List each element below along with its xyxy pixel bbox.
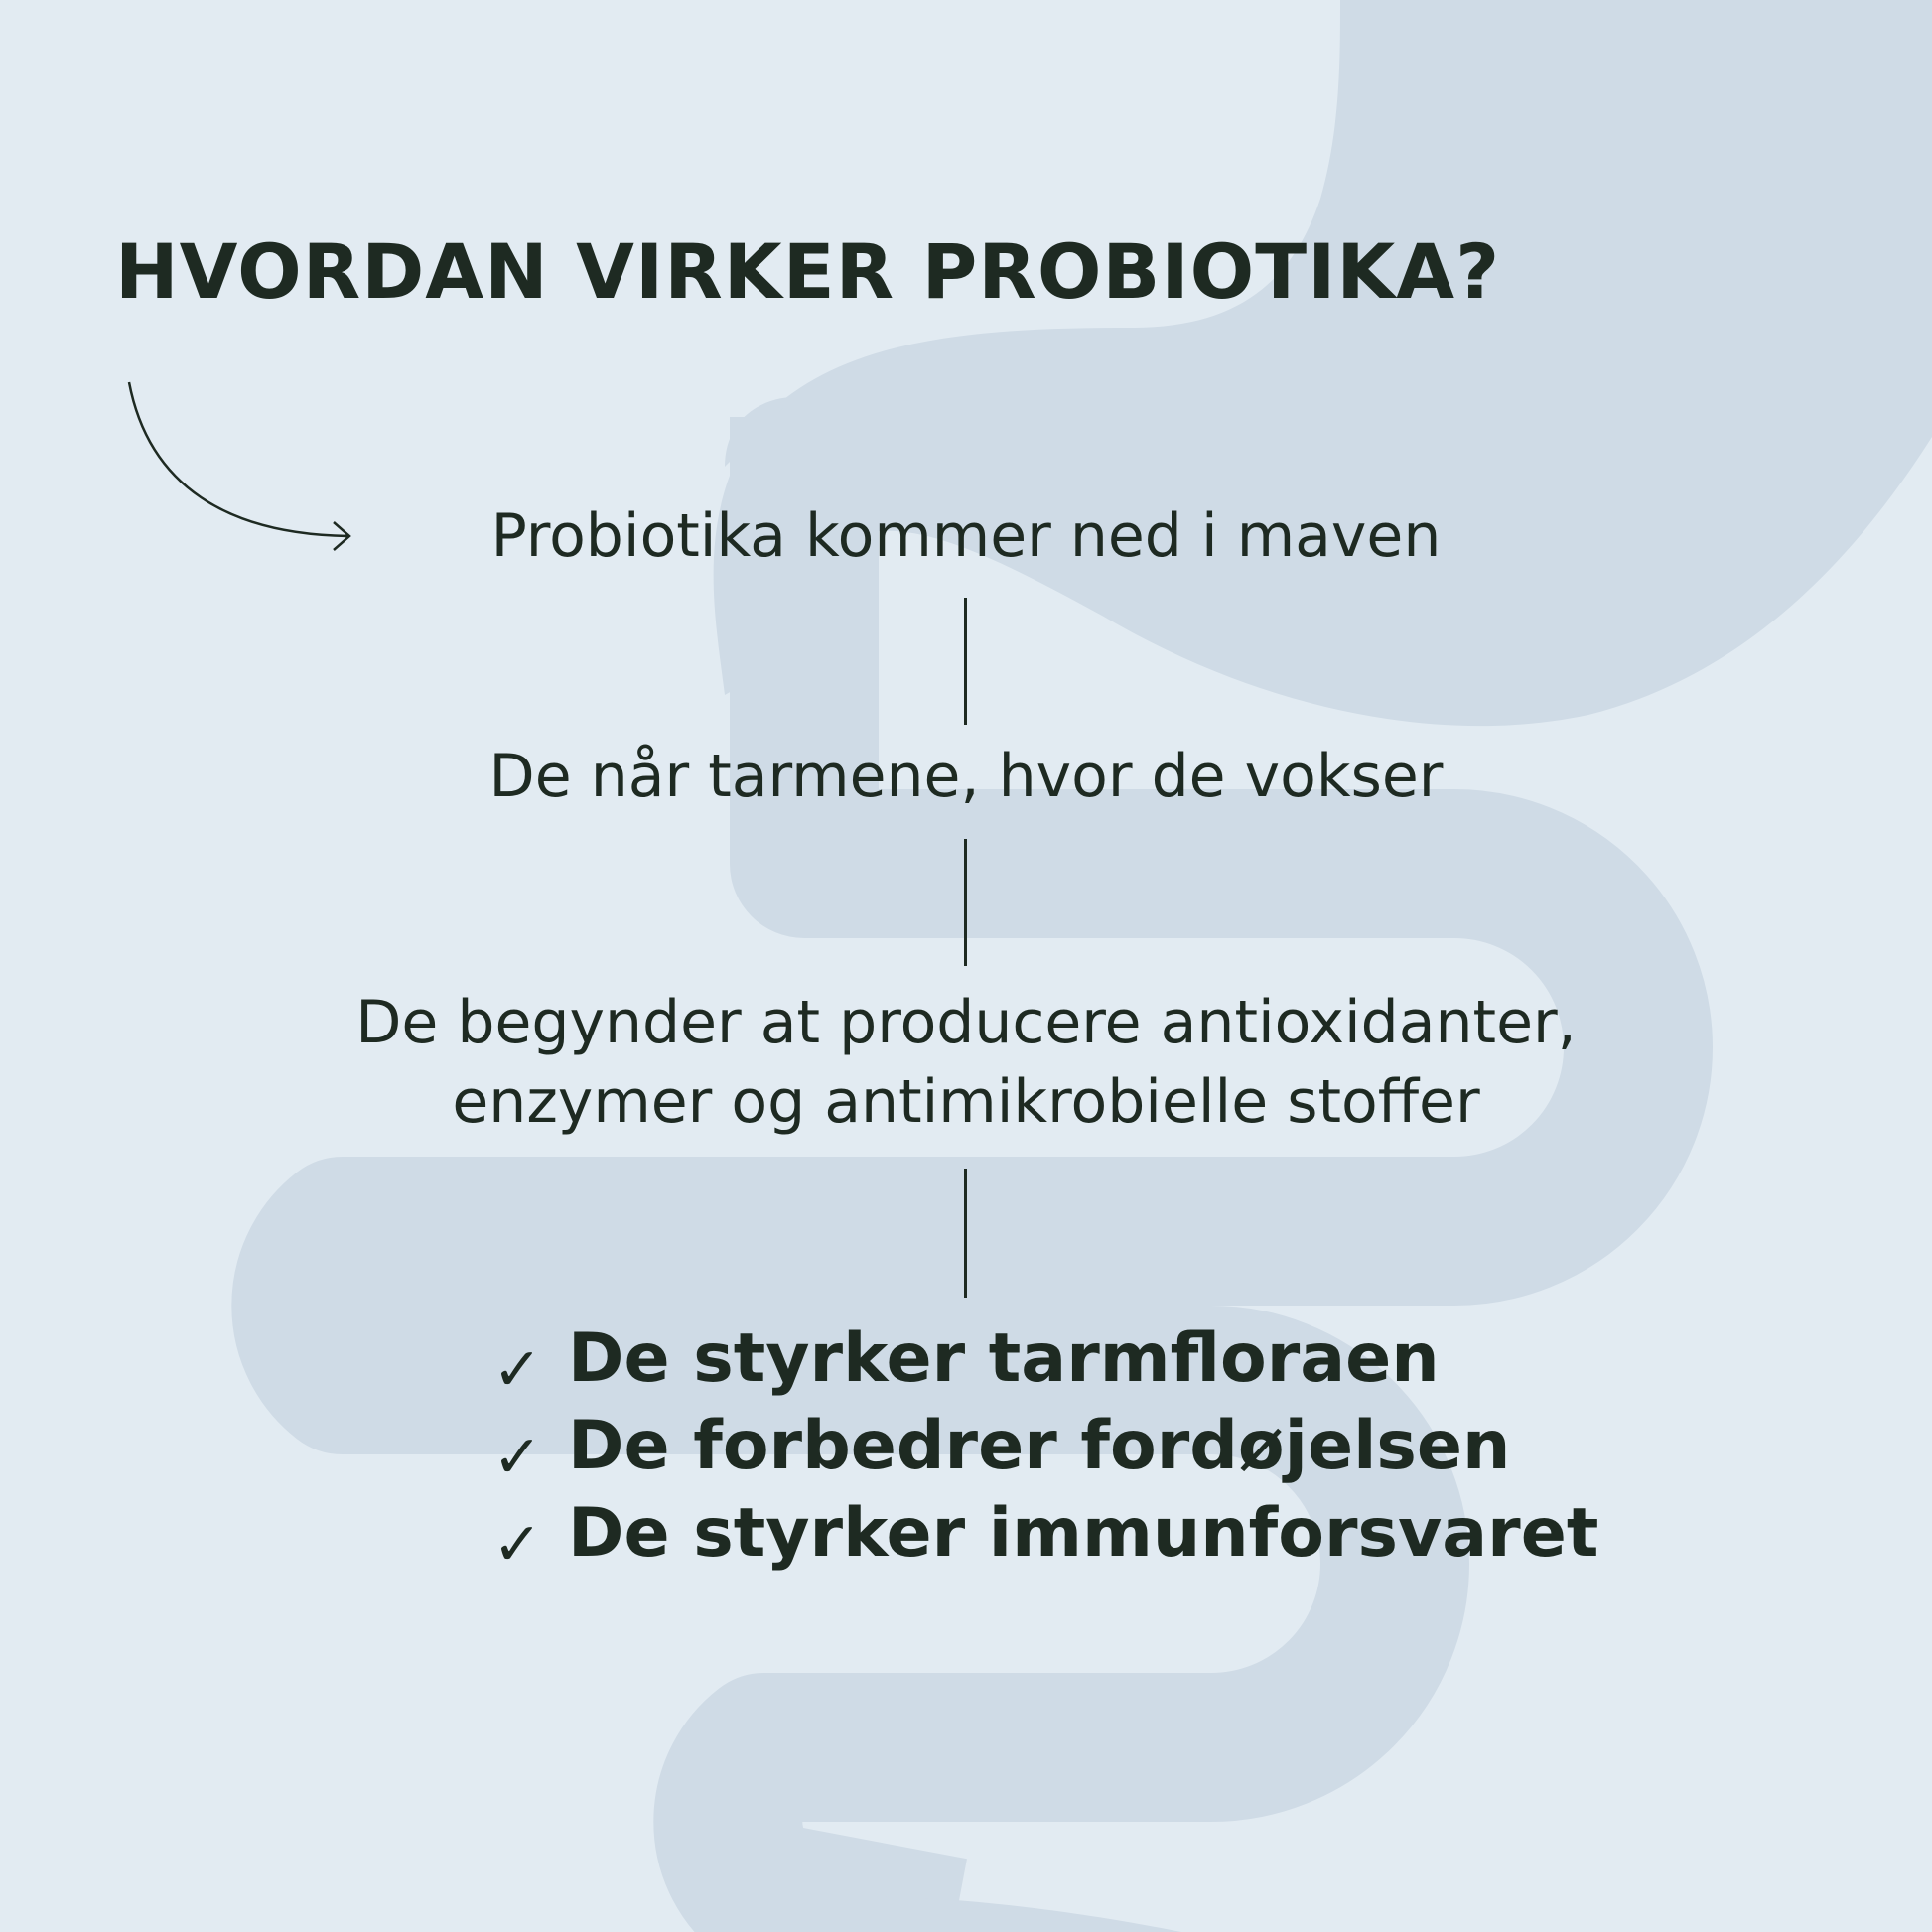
benefit-item xyxy=(492,1315,1598,1403)
connector-line-1 xyxy=(964,598,967,725)
step-1 xyxy=(271,496,1661,576)
benefit-list xyxy=(492,1315,1598,1578)
connector-line-3 xyxy=(964,1169,967,1298)
page-title: HVORDAN VIRKER PROBIOTIKA? xyxy=(115,227,1501,316)
checkmark-icon: ✓ xyxy=(492,1335,543,1405)
step-3-text-line-2: enzymer og antimikrobielle stoffer xyxy=(452,1067,1480,1137)
step-2 xyxy=(271,737,1661,816)
checkmark-icon: ✓ xyxy=(492,1510,543,1580)
step-3-text-line-1: De begynder at producere antioxidanter, xyxy=(355,988,1577,1057)
checkmark-icon: ✓ xyxy=(492,1423,543,1492)
connector-line-2 xyxy=(964,839,967,966)
stomach-shape xyxy=(714,0,1932,726)
benefit-item xyxy=(492,1490,1598,1578)
curved-arrow-icon xyxy=(0,0,377,556)
step-1-text: Probiotika kommer ned i maven xyxy=(490,501,1442,571)
benefit-text: De styrker tarmfloraen xyxy=(568,1319,1440,1398)
benefit-text: De styrker immunforsvaret xyxy=(568,1494,1599,1573)
step-2-text: De når tarmene, hvor de vokser xyxy=(488,742,1444,811)
benefit-text: De forbedrer fordøjelsen xyxy=(568,1407,1511,1485)
intestine-tail xyxy=(864,1896,1181,1932)
benefit-item xyxy=(492,1403,1598,1490)
step-3 xyxy=(271,983,1661,1142)
